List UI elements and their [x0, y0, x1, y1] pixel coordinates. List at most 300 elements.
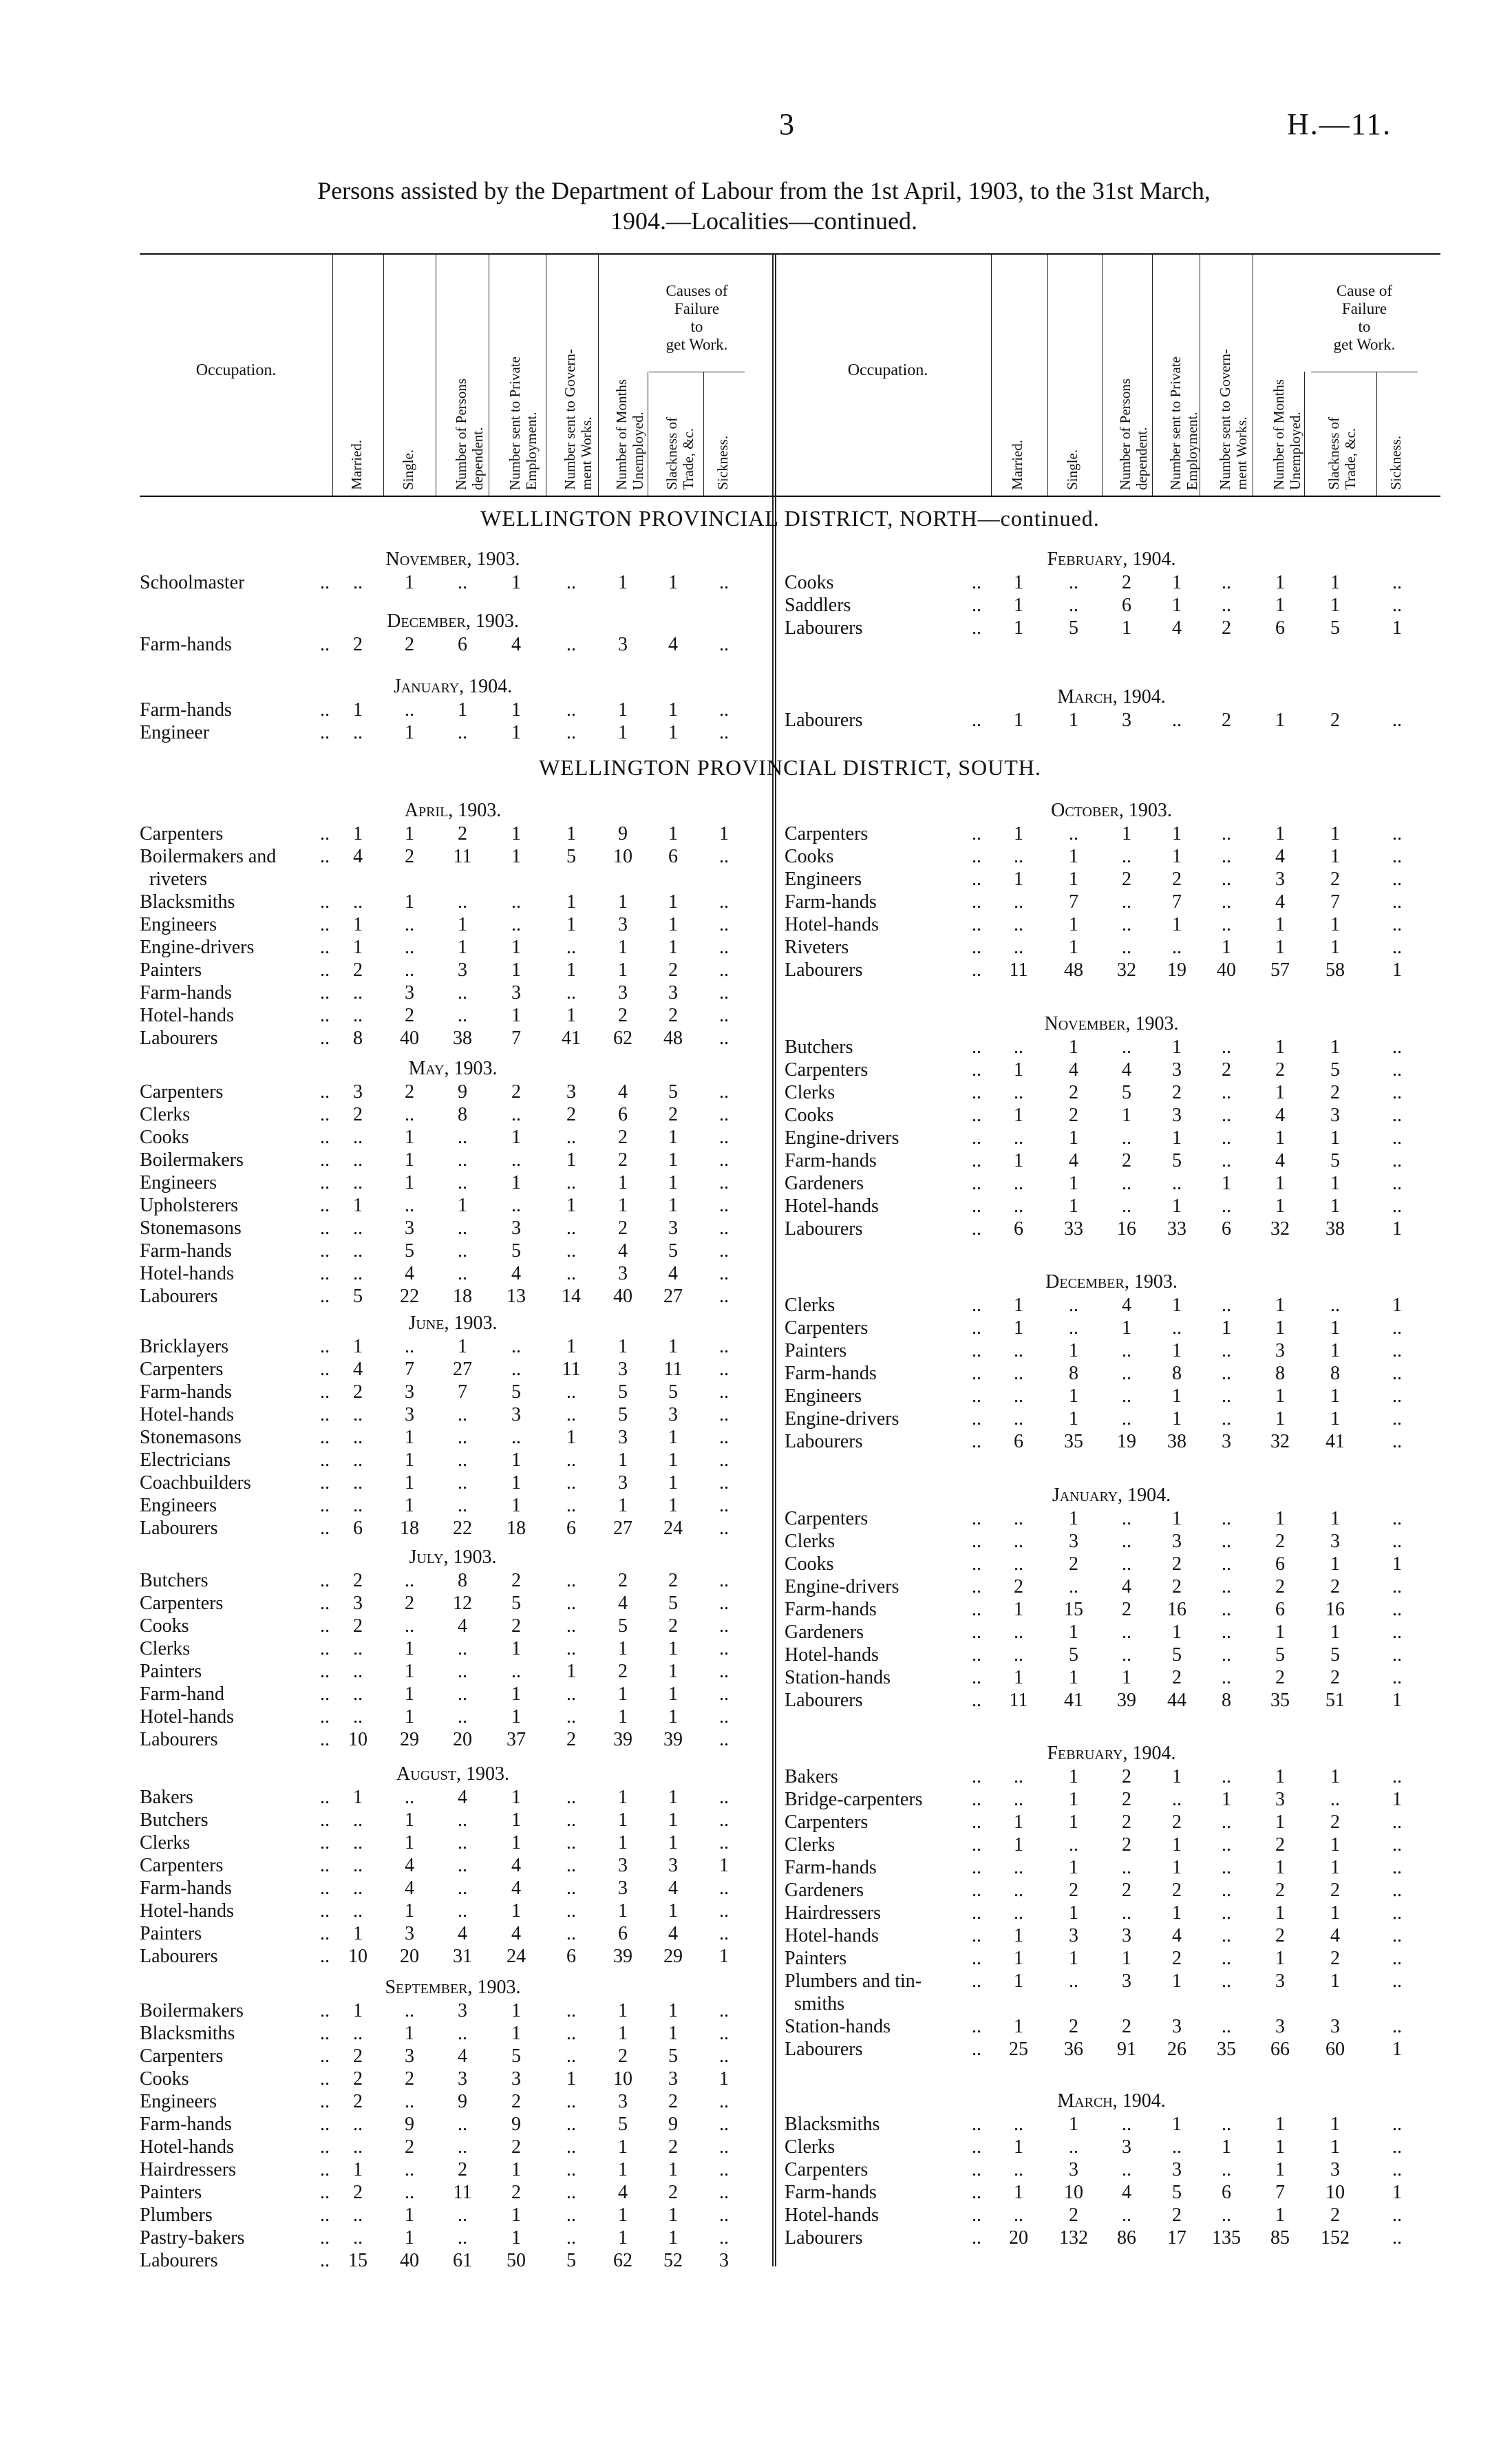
value-cell: ..	[1222, 1834, 1231, 1856]
value-cell: 5	[511, 1240, 521, 1262]
table-row	[140, 2204, 766, 2226]
month-heading: May, 1903.	[408, 1058, 498, 1079]
value-cell: 8	[458, 1570, 467, 1591]
occupation-cell: Clerks	[785, 1531, 835, 1552]
leader-dots: ..	[320, 1263, 330, 1284]
occupation-cell: Hotel-hands	[785, 1925, 879, 1946]
month-heading: October, 1903.	[1051, 800, 1172, 821]
leader-dots: ..	[320, 1683, 330, 1705]
value-cell: 12	[453, 1593, 472, 1614]
table-row	[140, 1262, 766, 1285]
leader-dots: ..	[320, 1359, 330, 1380]
value-cell: ..	[1014, 937, 1023, 958]
value-cell: 2	[566, 1729, 576, 1750]
value-cell: ..	[1069, 572, 1078, 593]
value-cell: 6	[618, 1104, 628, 1125]
value-cell: 3	[1172, 2159, 1182, 2180]
table-row	[140, 913, 766, 936]
leader-dots: ..	[320, 846, 330, 867]
occupation-cell: Gardeners	[785, 1880, 864, 1901]
value-cell: 35	[1270, 1690, 1290, 1711]
right-month-block	[785, 1480, 1438, 1712]
value-cell: 1	[1275, 1385, 1285, 1407]
table-row	[785, 1834, 1438, 1856]
value-cell: 1	[1014, 1295, 1023, 1316]
value-cell: 60	[1325, 2039, 1345, 2060]
value-cell: ..	[458, 1427, 467, 1448]
value-cell: ..	[1122, 937, 1131, 958]
left-header-government-label: Number sent to Govern- ment Works.	[562, 349, 595, 490]
table-row	[140, 1381, 766, 1403]
value-cell: ..	[566, 1495, 576, 1516]
value-cell: 2	[668, 959, 678, 981]
value-cell: ..	[1392, 1644, 1402, 1666]
table-row	[140, 1149, 766, 1171]
value-cell: 1	[618, 959, 628, 981]
value-cell: 4	[1069, 1059, 1078, 1081]
value-cell: 1	[511, 1900, 521, 1922]
value-cell: 20	[400, 1946, 419, 1967]
value-cell: 1	[1330, 1553, 1340, 1575]
value-cell: ..	[1392, 2159, 1402, 2180]
leader-dots: ..	[972, 1811, 981, 1833]
value-cell: 1	[1172, 1408, 1182, 1430]
value-cell: 4	[405, 1878, 414, 1899]
value-cell: 2	[1122, 1766, 1131, 1787]
value-cell: 5	[668, 2045, 678, 2067]
table-row	[785, 594, 1438, 617]
value-cell: ..	[1222, 914, 1231, 935]
table-row	[140, 1831, 766, 1854]
occupation-cell: Labourers	[785, 617, 863, 639]
occupation-cell: Farm-hands	[140, 699, 232, 721]
value-cell: ..	[566, 2000, 576, 2021]
value-cell: ..	[719, 1404, 729, 1425]
value-cell: 1	[1222, 1789, 1231, 1810]
table-row	[140, 2113, 766, 2136]
left-month-block	[140, 1758, 766, 1968]
value-cell: 1	[1275, 710, 1285, 731]
occupation-cell: Labourers	[785, 710, 863, 731]
value-cell: ..	[353, 1218, 363, 1239]
value-cell: 1	[1330, 572, 1340, 593]
value-cell: 4	[618, 1081, 628, 1103]
value-cell: 31	[453, 1946, 472, 1967]
region-north: WELLINGTON PROVINCIAL DISTRICT, NORTH—continued.	[480, 506, 1100, 531]
table-row	[785, 2113, 1438, 2136]
value-cell: 1	[1014, 572, 1023, 593]
value-cell: ..	[719, 1195, 729, 1216]
leader-dots: ..	[320, 1570, 330, 1591]
value-cell: 1	[1275, 572, 1285, 593]
value-cell: ..	[719, 1832, 729, 1853]
table-row	[785, 1149, 1438, 1172]
value-cell: 5	[566, 2250, 576, 2271]
value-cell: 33	[1167, 1218, 1186, 1240]
value-cell: ..	[1392, 846, 1402, 867]
value-cell: 1	[668, 1787, 678, 1808]
month-heading: January, 1904.	[1052, 1485, 1171, 1506]
value-cell: 1	[668, 2204, 678, 2226]
value-cell: 3	[1222, 1431, 1231, 1452]
value-cell: 1	[1275, 1622, 1285, 1643]
table-row	[140, 2226, 766, 2249]
value-cell: ..	[719, 572, 729, 593]
value-cell: ..	[1122, 1408, 1131, 1430]
leader-dots: ..	[320, 982, 330, 1003]
value-cell: ..	[405, 1615, 414, 1637]
value-cell: ..	[353, 1263, 363, 1284]
value-cell: ..	[1122, 1340, 1131, 1361]
value-cell: ..	[566, 1240, 576, 1262]
value-cell: 1	[1122, 1317, 1131, 1339]
table-row	[785, 1879, 1438, 1902]
table-row	[140, 1335, 766, 1358]
left-month-block	[140, 1053, 766, 1308]
table-row	[785, 1317, 1438, 1339]
occupation-cell: Hotel-hands	[785, 1644, 879, 1666]
occupation-cell: Labourers	[785, 1218, 863, 1240]
leader-dots: ..	[320, 1661, 330, 1682]
value-cell: 40	[400, 1028, 419, 1049]
value-cell: 1	[618, 1638, 628, 1659]
value-cell: ..	[1330, 1789, 1340, 1810]
value-cell: 6	[353, 1518, 363, 1539]
left-month-block	[140, 544, 766, 594]
value-cell: ..	[1392, 1599, 1402, 1620]
table-row	[785, 1195, 1438, 1218]
value-cell: 5	[668, 1081, 678, 1103]
value-cell: 1	[618, 2023, 628, 2044]
value-cell: ..	[1392, 1880, 1402, 1901]
value-cell: 2	[1172, 1948, 1182, 1969]
value-cell: 9	[618, 823, 628, 844]
value-cell: 5	[511, 2045, 521, 2067]
value-cell: ..	[566, 1570, 576, 1591]
value-cell: ..	[1014, 914, 1023, 935]
value-cell: 1	[719, 1855, 729, 1876]
value-cell: ..	[353, 1661, 363, 1682]
value-cell: 5	[618, 1381, 628, 1403]
month-heading: August, 1903.	[396, 1763, 509, 1785]
leader-dots: ..	[320, 1832, 330, 1853]
right-month-block	[785, 1008, 1438, 1240]
value-cell: 48	[663, 1028, 683, 1049]
value-cell: 1	[511, 722, 521, 743]
occupation-cell: Carpenters	[785, 1059, 869, 1081]
value-cell: 2	[1330, 1667, 1340, 1688]
occupation-cell: Labourers	[785, 2039, 863, 2060]
value-cell: 1	[1172, 1970, 1182, 1992]
value-cell: ..	[353, 1172, 363, 1193]
leader-dots: ..	[320, 2114, 330, 2135]
value-cell: 1	[566, 891, 576, 913]
value-cell: 3	[1275, 1340, 1285, 1361]
leader-dots: ..	[320, 891, 330, 913]
left-header-slackness	[648, 372, 699, 496]
value-cell: 2	[353, 634, 363, 655]
value-cell: 1	[668, 722, 678, 743]
right-header-months-label: Number of Months Unemployed.	[1270, 379, 1303, 490]
value-cell: 1	[1275, 1173, 1285, 1194]
value-cell: 3	[1069, 1531, 1078, 1552]
value-cell: 2	[511, 1570, 521, 1591]
value-cell: 1	[1069, 1508, 1078, 1529]
value-cell: 1	[405, 1809, 414, 1831]
value-cell: 39	[613, 1729, 632, 1750]
value-cell: 2	[1122, 1789, 1131, 1810]
value-cell: ..	[353, 1855, 363, 1876]
value-cell: ..	[1069, 1317, 1078, 1339]
value-cell: 24	[663, 1518, 683, 1539]
table-row	[140, 845, 766, 868]
value-cell: ..	[566, 722, 576, 743]
value-cell: 4	[405, 1263, 414, 1284]
leader-dots: ..	[320, 1706, 330, 1728]
leader-dots: ..	[972, 1834, 981, 1856]
leader-dots: ..	[972, 2227, 981, 2249]
value-cell: 48	[1064, 959, 1083, 981]
value-cell: 1	[618, 1832, 628, 1853]
occupation-cell: Plumbers and tin-	[785, 1970, 922, 1992]
value-cell: 1	[1069, 1340, 1078, 1361]
value-cell: ..	[458, 2204, 467, 2226]
value-cell: ..	[1392, 1970, 1402, 1992]
value-cell: 1	[668, 937, 678, 958]
occupation-cell: Farm-hands	[785, 1150, 877, 1171]
occupation-cell: Carpenters	[785, 823, 869, 844]
occupation-cell: Blacksmiths	[785, 2114, 880, 2135]
value-cell: 1	[618, 699, 628, 721]
right-causes-header: Cause of Failure to get Work.	[1333, 282, 1396, 353]
value-cell: 1	[1014, 1948, 1023, 1969]
value-cell: ..	[353, 2227, 363, 2249]
leader-dots: ..	[972, 1363, 981, 1384]
occupation-cell: Labourers	[140, 1729, 218, 1750]
value-cell: 2	[1275, 1925, 1285, 1946]
value-cell: ..	[405, 959, 414, 981]
leader-dots: ..	[972, 959, 981, 981]
value-cell: 1	[618, 572, 628, 593]
value-cell: ..	[566, 1683, 576, 1705]
table-row	[785, 1407, 1438, 1430]
value-cell: 2	[1330, 869, 1340, 890]
value-cell: ..	[1392, 823, 1402, 844]
right-header-slackness	[1304, 372, 1367, 496]
value-cell: 1	[1275, 1082, 1285, 1103]
value-cell: ..	[353, 1878, 363, 1899]
value-cell: ..	[1014, 1644, 1023, 1666]
value-cell: ..	[719, 1263, 729, 1284]
value-cell: 1	[1014, 1925, 1023, 1946]
value-cell: 1	[668, 1449, 678, 1471]
column-header	[140, 253, 1440, 497]
value-cell: 2	[511, 2091, 521, 2112]
value-cell: ..	[458, 2136, 467, 2158]
value-cell: ..	[1392, 1173, 1402, 1194]
value-cell: 9	[458, 2091, 467, 2112]
value-cell: 1	[353, 1195, 363, 1216]
value-cell: 1	[1069, 1037, 1078, 1058]
occupation-cell: Hairdressers	[785, 1902, 881, 1924]
value-cell: 32	[1117, 959, 1136, 981]
value-cell: 1	[668, 1127, 678, 1148]
value-cell: ..	[1122, 1363, 1131, 1384]
right-header-dependent	[1102, 255, 1153, 496]
table-row	[785, 1059, 1438, 1081]
left-header-slackness-label: Slackness of Trade, &c.	[663, 417, 696, 490]
value-cell: 1	[1330, 1037, 1340, 1058]
value-cell: 3	[668, 1218, 678, 1239]
value-cell: 1	[618, 2000, 628, 2021]
value-cell: 86	[1117, 2227, 1136, 2249]
occupation-cell: Carpenters	[785, 1317, 869, 1339]
table-row	[140, 2090, 766, 2113]
month-heading: January, 1904.	[393, 676, 513, 697]
value-cell: ..	[719, 982, 729, 1003]
left-month-block	[140, 671, 766, 744]
value-cell: 2	[1330, 2204, 1340, 2226]
value-cell: 9	[668, 2114, 678, 2135]
value-cell: 1	[566, 823, 576, 844]
leader-dots: ..	[972, 2016, 981, 2037]
left-header-single-label: Single.	[400, 449, 416, 490]
value-cell: 40	[1217, 959, 1236, 981]
value-cell: 44	[1167, 1690, 1186, 1711]
leader-dots: ..	[972, 846, 981, 867]
value-cell: ..	[1014, 1385, 1023, 1407]
table-row	[140, 1403, 766, 1426]
value-cell: ..	[719, 1336, 729, 1357]
value-cell: ..	[458, 1638, 467, 1659]
value-cell: ..	[405, 2000, 414, 2021]
value-cell: 3	[405, 1404, 414, 1425]
value-cell: ..	[1014, 1037, 1023, 1058]
table-row	[785, 1598, 1438, 1621]
value-cell: ..	[353, 2114, 363, 2135]
occupation-cell: Carpenters	[140, 1855, 224, 1876]
value-cell: 1	[1222, 937, 1231, 958]
table-row	[785, 1104, 1438, 1127]
value-cell: 1	[511, 2000, 521, 2021]
value-cell: ..	[1222, 1925, 1231, 1946]
value-cell: 1	[353, 1787, 363, 1808]
value-cell: 2	[511, 2182, 521, 2203]
leader-dots: ..	[320, 1495, 330, 1516]
occupation-cell: Plumbers	[140, 2204, 213, 2226]
value-cell: ..	[719, 1638, 729, 1659]
value-cell: ..	[1122, 2204, 1131, 2226]
value-cell: ..	[719, 2023, 729, 2044]
value-cell: ..	[719, 699, 729, 721]
value-cell: 5	[668, 1593, 678, 1614]
value-cell: 9	[511, 2114, 521, 2135]
value-cell: 2	[618, 1570, 628, 1591]
value-cell: ..	[719, 1570, 729, 1591]
value-cell: 2	[618, 1127, 628, 1148]
left-month-block	[140, 1972, 766, 2272]
value-cell: 15	[348, 2250, 368, 2271]
table-row	[140, 1285, 766, 1308]
value-cell: ..	[458, 1878, 467, 1899]
value-cell: ..	[511, 1195, 521, 1216]
value-cell: ..	[1392, 1576, 1402, 1597]
value-cell: 3	[458, 2068, 467, 2090]
value-cell: ..	[1392, 1059, 1402, 1081]
right-month-block	[785, 795, 1438, 981]
value-cell: 1	[1014, 1667, 1023, 1688]
value-cell: 1	[566, 1195, 576, 1216]
right-month-block	[785, 2085, 1438, 2249]
value-cell: 1	[1275, 2204, 1285, 2226]
leader-dots: ..	[972, 869, 981, 890]
value-cell: 2	[405, 2136, 414, 2158]
value-cell: ..	[566, 1381, 576, 1403]
occupation-cell: Painters	[140, 1923, 202, 1944]
value-cell: 1	[458, 937, 467, 958]
value-cell: 1	[1069, 1766, 1078, 1787]
value-cell: ..	[1122, 1644, 1131, 1666]
value-cell: 2	[1330, 1082, 1340, 1103]
value-cell: 7	[511, 1028, 521, 1049]
value-cell: ..	[1122, 914, 1131, 935]
value-cell: ..	[566, 1706, 576, 1728]
value-cell: ..	[458, 1149, 467, 1171]
value-cell: 132	[1059, 2227, 1088, 2249]
value-cell: ..	[458, 1809, 467, 1831]
occupation-cell: Engine-drivers	[785, 1408, 899, 1430]
value-cell: 19	[1117, 1431, 1136, 1452]
table-row	[140, 2022, 766, 2045]
value-cell: 1	[1014, 1599, 1023, 1620]
table-row	[140, 633, 766, 656]
value-cell: ..	[1222, 2016, 1231, 2037]
leader-dots: ..	[972, 1531, 981, 1552]
value-cell: 3	[405, 1381, 414, 1403]
occupation-cell: Gardeners	[785, 1173, 864, 1194]
value-cell: 6	[566, 1518, 576, 1539]
value-cell: 1	[668, 2023, 678, 2044]
value-cell: 1	[511, 846, 521, 867]
table-row	[140, 1103, 766, 1126]
value-cell: ..	[719, 1359, 729, 1380]
value-cell: 8	[1330, 1363, 1340, 1384]
value-cell: 4	[618, 1240, 628, 1262]
value-cell: 2	[1330, 1948, 1340, 1969]
value-cell: 1	[566, 959, 576, 981]
occupation-cell: Carpenters	[140, 1081, 224, 1103]
occupation-cell: Farm-hands	[140, 1240, 232, 1262]
leader-dots: ..	[972, 1508, 981, 1529]
leader-dots: ..	[320, 722, 330, 743]
occupation-cell: Painters	[140, 1661, 202, 1682]
value-cell: ..	[1392, 1431, 1402, 1452]
value-cell: 1	[566, 1427, 576, 1448]
value-cell: 2	[405, 1081, 414, 1103]
value-cell: 18	[453, 1286, 472, 1307]
value-cell: 2	[458, 823, 467, 844]
value-cell: 1	[618, 1809, 628, 1831]
table-row	[140, 1900, 766, 1922]
value-cell: 5	[511, 1593, 521, 1614]
value-cell: 1	[1069, 1195, 1078, 1217]
value-cell: ..	[511, 914, 521, 935]
value-cell: 2	[1069, 2016, 1078, 2037]
right-month-block	[785, 544, 1438, 639]
value-cell: ..	[405, 1195, 414, 1216]
value-cell: 5	[1330, 1150, 1340, 1171]
value-cell: 8	[1069, 1363, 1078, 1384]
